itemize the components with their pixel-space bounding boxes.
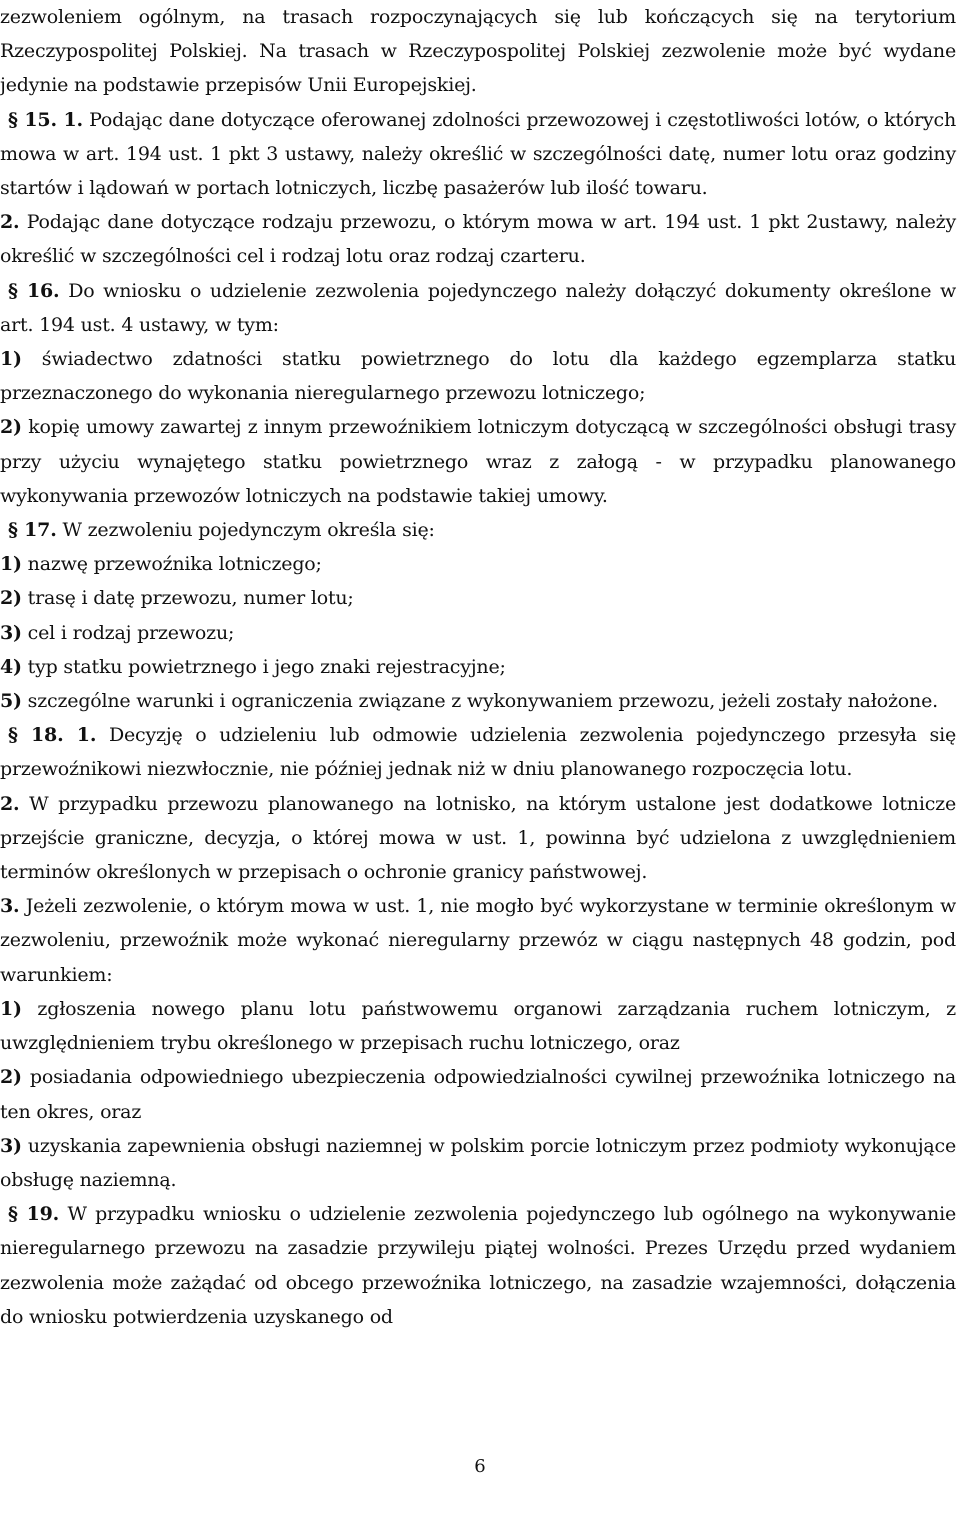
paragraph-text: zgłoszenia nowego planu lotu państwowemu organowi zarządzania ruchem lotniczym, z uwzględnieniem trybu określonego w przepisach ruchu lotniczego, oraz xyxy=(0,997,956,1055)
paragraph-17 xyxy=(0,513,956,547)
paragraph-18-2 xyxy=(0,787,956,890)
paragraph-text: Podając dane dotyczące rodzaju przewozu, o którym mowa w art. 194 ust. 1 pkt 2ustawy, należy określić w szczególności cel i rodzaj lotu oraz rodzaj czarteru. xyxy=(0,211,956,268)
page-number: 6 xyxy=(474,1456,486,1477)
paragraph-text: świadectwo zdatności statku powietrznego do lotu dla każdego egzemplarza statku przeznaczonego do wykonania nieregularnego przewozu lotniczego; xyxy=(0,348,956,405)
item-label: 3. xyxy=(0,895,20,918)
list-item xyxy=(0,1060,956,1128)
paragraph-text: W przypadku wniosku o udzielenie zezwolenia pojedynczego lub ogólnego na wykonywanie nieregularnego przewozu na zasadzie przywileju piątej wolności. Prezes Urzędu przed wydaniem zezwolenia może zażądać od obcego przewoźnika lotniczego, na zasadzie wzajemności, dołączenia do wniosku potwierdzenia uzyskanego od xyxy=(0,1203,957,1328)
paragraph-text: typ statku powietrznego i jego znaki rejestracyjne; xyxy=(27,655,506,678)
paragraph-text: kopię umowy zawartej z innym przewoźnikiem lotniczym dotyczącą w szczególności obsługi trasy przy użyciu wynajętego statku powietrznego wraz z załogą - w przypadku planowanego wykonywania przewozów lotniczych na podstawie takiej umowy. xyxy=(0,416,956,507)
paragraph-text: trasę i datę przewozu, numer lotu; xyxy=(27,587,354,610)
section-label: § 18. 1. xyxy=(8,724,97,747)
paragraph-text: szczególne warunki i ograniczenia związane z wykonywaniem przewozu, jeżeli zostały nałożone. xyxy=(27,690,938,713)
item-label: 5) xyxy=(0,690,22,713)
paragraph-text: W zezwoleniu pojedynczym określa się: xyxy=(62,519,435,542)
item-label: 2) xyxy=(0,416,22,439)
paragraph-18-1 xyxy=(0,718,956,786)
item-label: 2. xyxy=(0,792,20,815)
paragraph-text: Decyzję o udzieleniu lub odmowie udzielenia zezwolenia pojedynczego przesyła się przewoźnikowi niezwłocznie, nie później jednak niż w dniu planowanego rozpoczęcia lotu. xyxy=(0,724,956,781)
list-item xyxy=(0,684,956,718)
item-label: 2. xyxy=(0,211,20,234)
list-item xyxy=(0,1129,956,1197)
paragraph-text: zezwoleniem ogólnym, na trasach rozpoczynających się lub kończących się na terytorium Rzeczypospolitej Polskiej. Na trasach w Rzeczypospolitej Polskiej zezwolenie może być wydane jedynie na podstawie przepisów Unii Europejskiej. xyxy=(0,6,956,97)
paragraph-16 xyxy=(0,274,956,342)
list-item xyxy=(0,650,956,684)
item-label: 1) xyxy=(0,997,22,1020)
list-item xyxy=(0,616,956,650)
item-label: 4) xyxy=(0,655,22,678)
paragraph-text: nazwę przewoźnika lotniczego; xyxy=(27,553,322,576)
paragraph-text: uzyskania zapewnienia obsługi naziemnej w polskim porcie lotniczym przez podmioty wykonujące obsługę naziemną. xyxy=(0,1134,957,1191)
paragraph-text: Jeżeli zezwolenie, o którym mowa w ust. 1, nie mogło być wykorzystane w terminie określonym w zezwoleniu, przewoźnik może wykonać nieregularny przewóz w ciągu następnych 48 godzin, pod warunkiem: xyxy=(0,895,957,986)
paragraph-text: W przypadku przewozu planowanego na lotnisko, na którym ustalone jest dodatkowe lotnicze przejście graniczne, decyzja, o której mowa w ust. 1, powinna być udzielona z uwzględnieniem terminów określonych w przepisach o ochronie granicy państwowej. xyxy=(0,792,956,884)
item-label: 1) xyxy=(0,553,22,576)
section-label: § 15. 1. xyxy=(8,108,83,131)
list-item xyxy=(0,547,956,581)
section-label: § 19. xyxy=(8,1203,60,1226)
list-item xyxy=(0,992,956,1060)
paragraph-text: posiadania odpowiedniego ubezpieczenia odpowiedzialności cywilnej przewoźnika lotniczego na ten okres, oraz xyxy=(0,1066,957,1123)
item-label: 2) xyxy=(0,1066,22,1089)
item-label: 2) xyxy=(0,587,22,610)
list-item xyxy=(0,410,956,513)
paragraph-continuation xyxy=(0,0,956,103)
paragraph-text: Do wniosku o udzielenie zezwolenia pojedynczego należy dołączyć dokumenty określone w art. 194 ust. 4 ustawy, w tym: xyxy=(0,279,957,336)
paragraph-text: cel i rodzaj przewozu; xyxy=(27,621,235,644)
section-label: § 17. xyxy=(8,519,57,542)
item-label: 3) xyxy=(0,1134,22,1157)
paragraph-15-2 xyxy=(0,205,956,273)
paragraph-18-3 xyxy=(0,889,956,992)
paragraph-text: Podając dane dotyczące oferowanej zdolności przewozowej i częstotliwości lotów, o których mowa w art. 194 ust. 1 pkt 3 ustawy, należy określić w szczególności datę, numer lotu oraz godziny startów i lądowań w portach lotniczych, liczbę pasażerów lub ilość towaru. xyxy=(0,108,956,200)
paragraph-19 xyxy=(0,1197,956,1334)
list-item xyxy=(0,581,956,615)
item-label: 1) xyxy=(0,348,22,371)
paragraph-15-1 xyxy=(0,103,956,206)
section-label: § 16. xyxy=(8,279,60,302)
item-label: 3) xyxy=(0,621,22,644)
list-item xyxy=(0,342,956,410)
